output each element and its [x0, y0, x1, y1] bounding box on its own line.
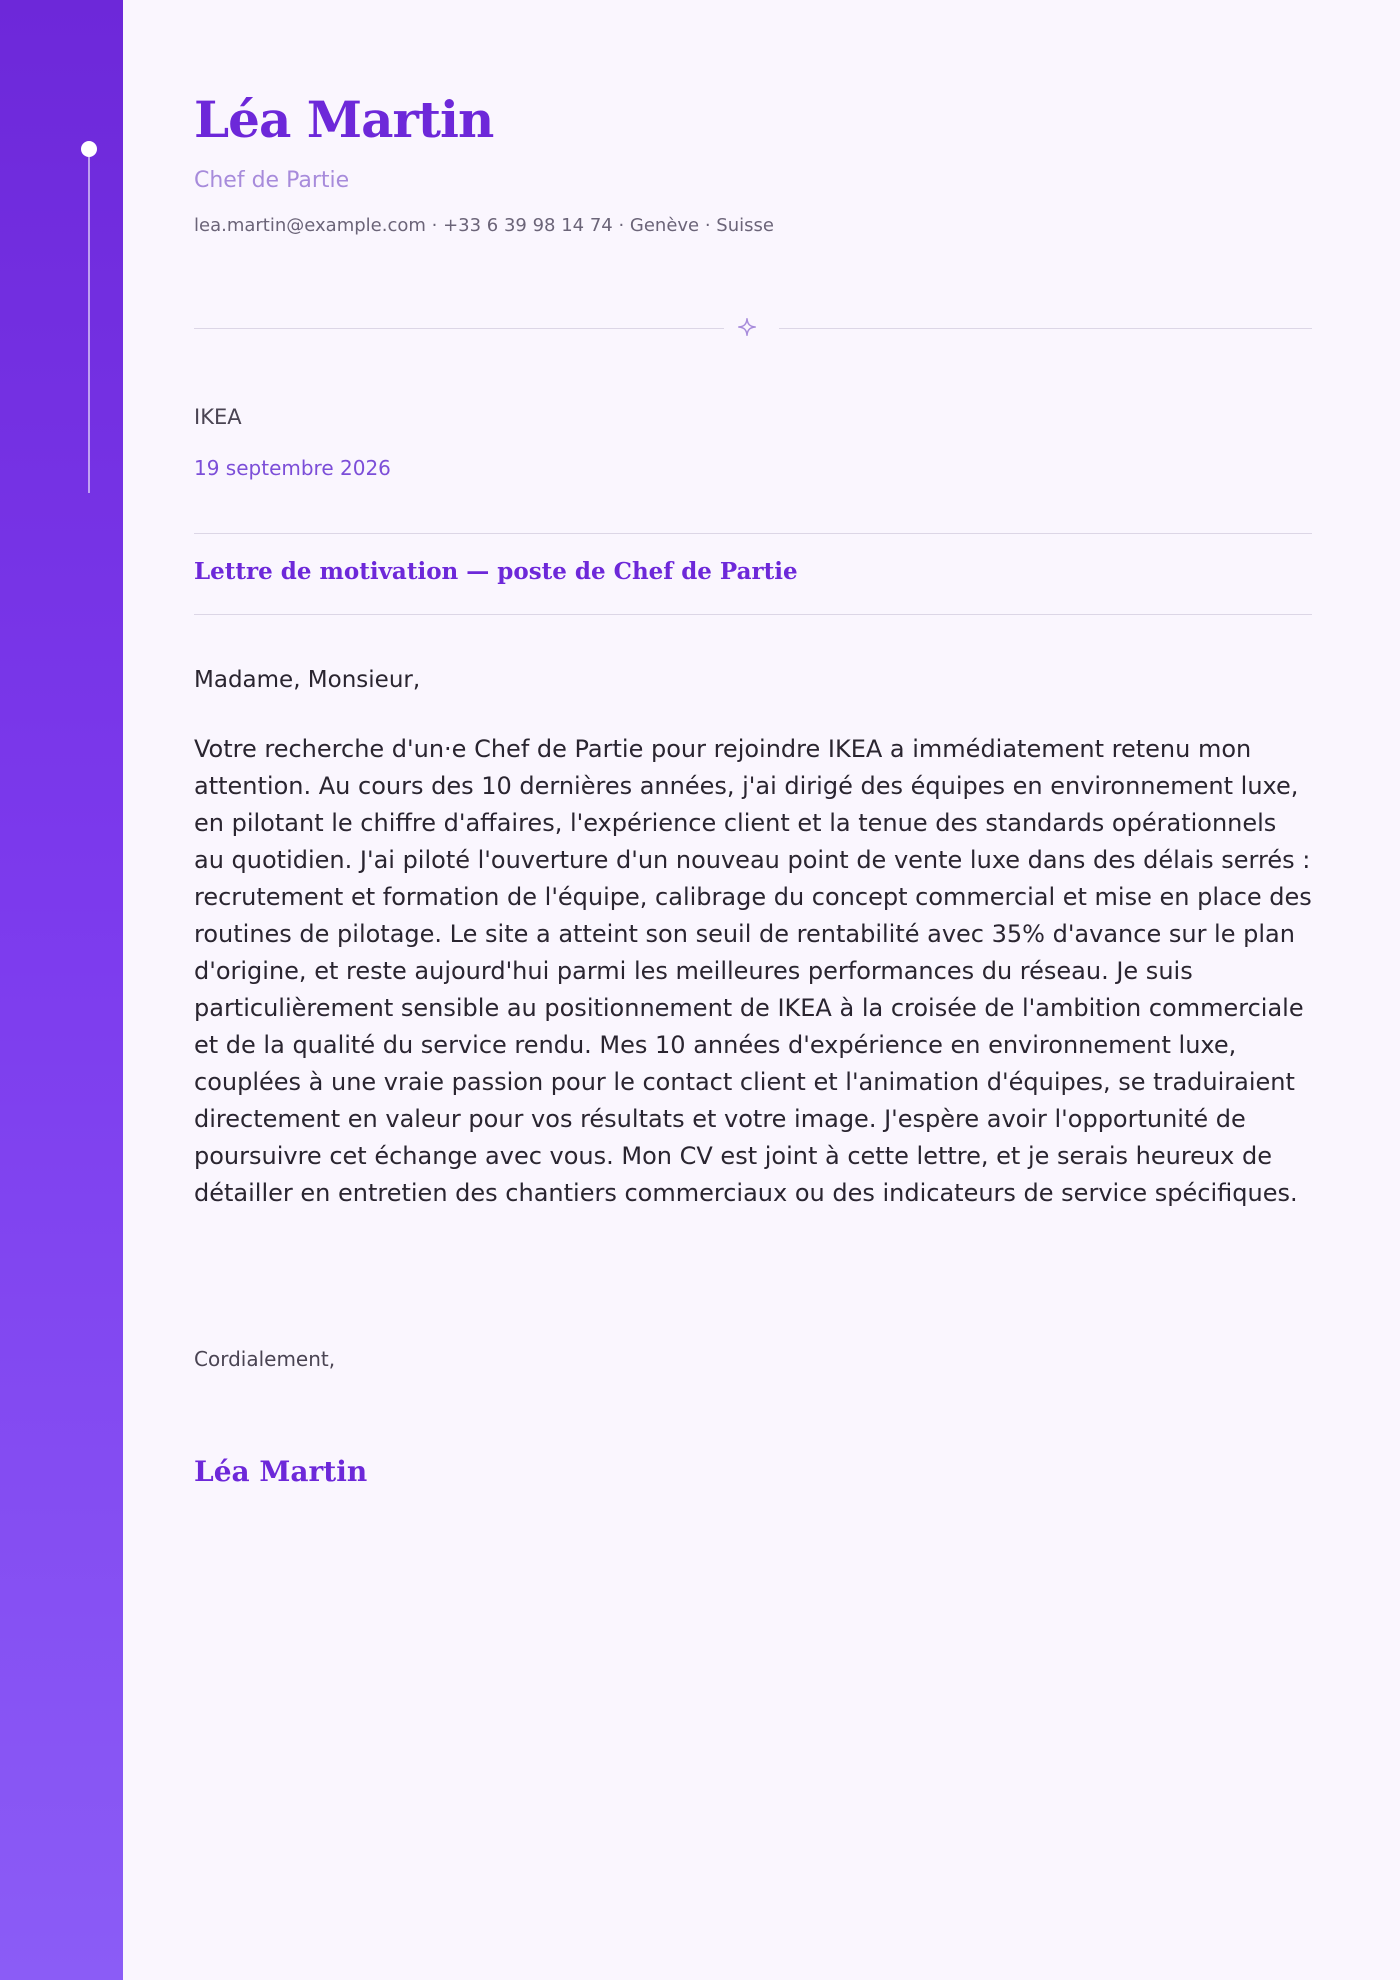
- applicant-name: Léa Martin: [194, 90, 494, 149]
- timeline-line: [88, 157, 90, 493]
- sidebar-accent: [0, 0, 123, 1980]
- signature: Léa Martin: [194, 1455, 368, 1488]
- subject-rule-bottom: [194, 614, 1312, 615]
- sparkle-icon: [736, 316, 758, 338]
- divider-right: [779, 328, 1312, 329]
- applicant-job-title: Chef de Partie: [194, 168, 350, 193]
- timeline-dot: [81, 141, 97, 157]
- recipient-company: IKEA: [194, 405, 242, 429]
- letter-body: Votre recherche d'un·e Chef de Partie pour rejoindre IKEA a immédiatement retenu mon attention. Au cours des 10 dernières années, j'ai dirigé des équipes en environnement luxe, en pilotant le chiffre d'affaires, l'expérience client et la tenue des standards opérationnels au quotidien. J'ai piloté l'ouverture d'un nouveau point de vente luxe dans des délais serrés : recrutement et formation de l'équipe, calibrage du concept commercial et mise en place des routines de pilotage. Le site a atteint son seuil de rentabilité avec 35% d'avance sur le plan d'origine, et reste aujourd'hui parmi les meilleures performances du réseau. Je suis particulièrement sensible au positionnement de IKEA à la croisée de l'ambition commerciale et de la qualité du service rendu. Mes 10 années d'expérience en environnement luxe, couplées à une vraie passion pour le contact client et l'animation d'équipes, se traduiraient directement en valeur pour vos résultats et votre image. J'espère avoir l'opportunité de poursuivre cet échange avec vous. Mon CV est joint à cette lettre, et je serais heureux de détailler en entretien des chantiers commerciaux ou des indicateurs de service spécifiques.: [194, 735, 1312, 1207]
- letter-date: 19 septembre 2026: [194, 456, 391, 480]
- contact-line: lea.martin@example.com · +33 6 39 98 14 74 · Genève · Suisse: [194, 215, 774, 236]
- salutation: Madame, Monsieur,: [194, 667, 421, 693]
- divider-left: [194, 328, 724, 329]
- letter-subject: Lettre de motivation — poste de Chef de Partie: [194, 558, 798, 585]
- closing: Cordialement,: [194, 1347, 336, 1371]
- subject-rule-top: [194, 533, 1312, 534]
